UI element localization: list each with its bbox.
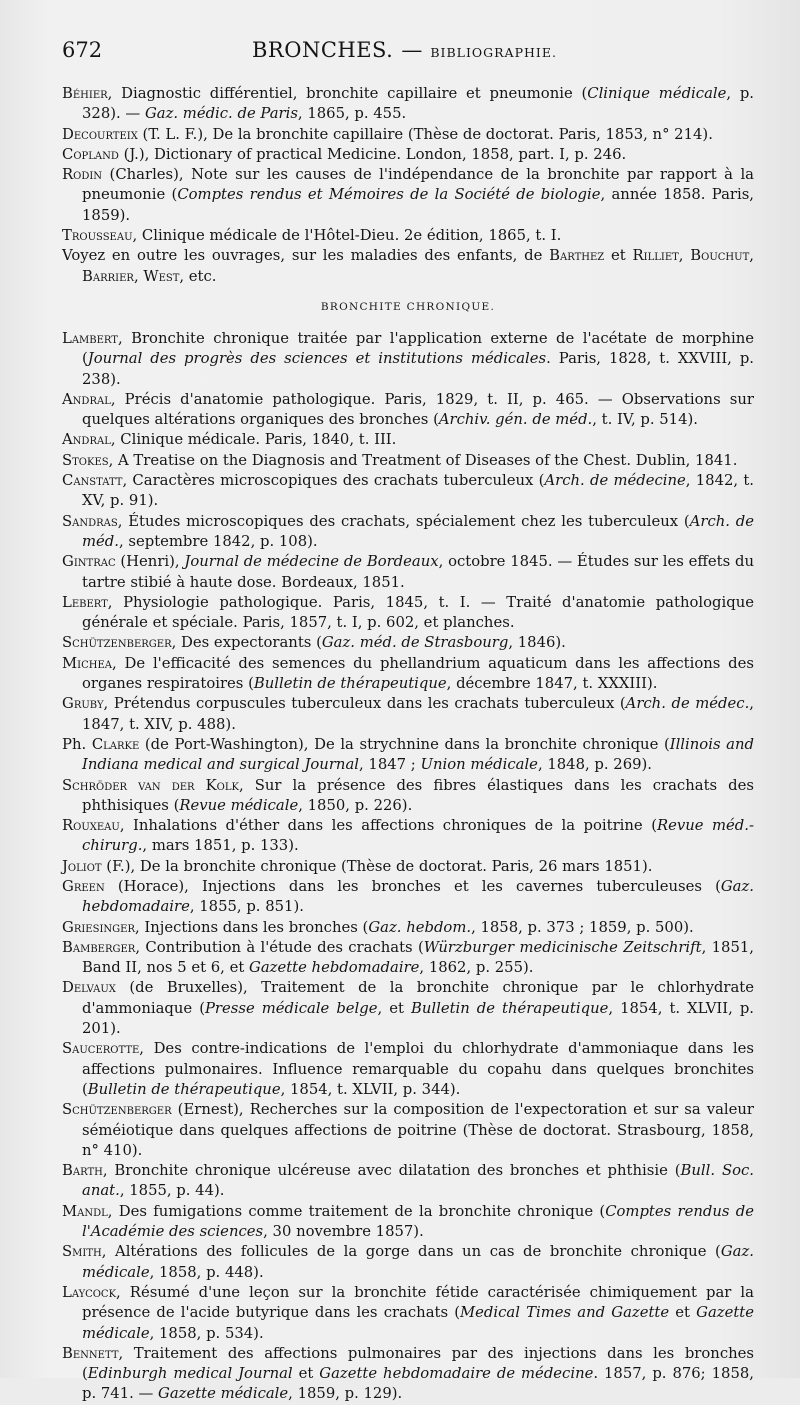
- entry-text: ,: [678, 247, 691, 265]
- entry-journal-title: Edinburgh medical Journal: [87, 1365, 293, 1383]
- entry-name: Barthez: [549, 247, 605, 265]
- entry-text: , 1858, p. 448).: [149, 1263, 264, 1281]
- entry-journal-title: Journal des progrès des sciences et institutions médicales: [87, 350, 547, 368]
- entry-text: , 1858, p. 534).: [149, 1324, 264, 1342]
- entry-text: (Horace), Injections dans les bronches et les cavernes tuberculeuses (: [104, 877, 721, 895]
- entry-text: , 1842, t. XV, p. 91).: [82, 472, 754, 510]
- entry-author: Trousseau,: [62, 227, 138, 245]
- entry-text: , 30 novembre 1857).: [263, 1223, 424, 1241]
- bibliography-entry: [62, 1161, 754, 1202]
- entry-author: Gruby,: [62, 695, 109, 713]
- entry-text: Inhalations d'éther dans les affections chroniques de la poitrine (: [124, 817, 657, 835]
- bibliography-entry: [62, 430, 754, 450]
- entry-text: (de Bruxelles), Traitement de la bronchite chronique par le chlorhydrate d'ammoniaque (: [82, 979, 754, 1017]
- entry-text: , 1859, p. 129).: [288, 1385, 403, 1403]
- entry-text: Résumé d'une leçon sur la bronchite fétide caractérisée chimiquement par la présence de l'acide butyrique dans les crachats (: [82, 1283, 754, 1322]
- entry-journal-title: Bulletin de thérapeutique: [410, 999, 609, 1017]
- entry-author: Andral,: [62, 431, 116, 449]
- entry-author: Andral,: [62, 390, 116, 408]
- entry-author: Mandl,: [62, 1202, 113, 1220]
- entry-journal-title: Gaz. hebdomadaire: [82, 877, 754, 916]
- entry-text: , 1862, p. 255).: [419, 959, 534, 977]
- entry-name: Bouchut: [690, 247, 750, 265]
- entry-text: A Treatise on the Diagnosis and Treatment of Diseases of the Chest. Dublin, 1841.: [113, 451, 738, 469]
- entry-text: , 1848, p. 269).: [537, 756, 653, 774]
- entry-text: Des fumigations comme traitement de la bronchite chronique (: [112, 1202, 606, 1220]
- running-header: [62, 38, 754, 74]
- entry-text: , octobre 1845. — Études sur les effets du tartre stibié à haute dose. Bordeaux, 1851.: [82, 553, 754, 591]
- entry-author: Decourteix: [62, 125, 138, 143]
- entry-author: Bamberger,: [62, 938, 141, 956]
- entry-text: (Henri),: [115, 553, 185, 571]
- entry-text: Altérations des follicules de la gorge dans un cas de bronchite chronique (: [106, 1243, 721, 1261]
- bibliography-entry: [62, 471, 754, 512]
- entry-text: et: [669, 1304, 697, 1322]
- entry-author: Schützenberger: [62, 1101, 172, 1119]
- entry-journal-title: Journal de médecine de Bordeaux: [184, 553, 439, 571]
- entry-name: Clarke: [91, 735, 140, 753]
- entry-text: et: [292, 1365, 320, 1383]
- entry-author: Saucerotte,: [62, 1040, 144, 1058]
- bibliography-entry: [62, 978, 754, 1039]
- entry-author: Green: [62, 877, 105, 895]
- entry-text: (Charles), Note sur les causes de l'indépendance de la bronchite par rapport à la pneumonie (: [82, 166, 754, 204]
- entry-journal-title: Revue médicale: [179, 796, 299, 814]
- running-subtitle: BIBLIOGRAPHIE.: [430, 45, 557, 60]
- entry-journal-title: Clinique médicale: [587, 85, 727, 102]
- entry-journal-title: Comptes rendus et Mémoires de la Société de biologie: [177, 186, 601, 204]
- entry-text: Caractères microscopiques des crachats tuberculeux (: [127, 472, 545, 490]
- bibliography-entry: [62, 145, 754, 165]
- bibliography-entry: [62, 84, 754, 125]
- bibliography-list-acute: [62, 84, 754, 287]
- entry-text: ,: [133, 267, 144, 285]
- entry-author: Gintrac: [62, 553, 116, 571]
- bibliography-entry: [62, 451, 754, 471]
- entry-text: , 1855, p. 851).: [189, 898, 304, 916]
- entry-journal-title: Bulletin de thérapeutique: [87, 1080, 281, 1098]
- bibliography-entry: [62, 1344, 754, 1405]
- entry-text: (J.), Dictionary of practical Medicine. London, 1858, part. I, p. 246.: [118, 145, 627, 163]
- entry-text: , 1847 ;: [359, 756, 421, 774]
- entry-author: Rodin: [62, 166, 103, 184]
- entry-text: Études microscopiques des crachats, spécialement chez les tuberculeux (: [122, 512, 690, 530]
- bibliography-entry: [62, 226, 754, 246]
- bibliography-entry: [62, 857, 754, 877]
- entry-journal-title: Würzburger medicinische Zeitschrift: [423, 938, 702, 956]
- bibliography-entry: [62, 735, 754, 776]
- bibliography-list-chronic: [62, 329, 754, 1405]
- page-number: 672: [62, 38, 103, 62]
- entry-text: , 1854, t. XLVII, p. 201).: [82, 999, 755, 1038]
- entry-text: Bronchite chronique traitée par l'application externe de l'acétate de morphine (: [82, 329, 754, 368]
- bibliography-entry: [62, 246, 754, 287]
- entry-text: Clinique médicale. Paris, 1840, t. III.: [115, 431, 397, 449]
- bibliography-entry: [62, 776, 754, 817]
- entry-author: Bennett,: [62, 1344, 124, 1362]
- entry-author: Delvaux: [62, 979, 116, 997]
- entry-text: , 1855, p. 44).: [119, 1182, 225, 1200]
- entry-text: Sur la présence des fibres élastiques dans les crachats des phthisiques (: [82, 776, 754, 814]
- entry-text: De l'efficacité des semences du phellandrium aquaticum dans les affections des organes respiratoires (: [82, 654, 754, 693]
- entry-text: , et: [377, 999, 411, 1017]
- entry-name: Barrier: [82, 267, 134, 285]
- entry-author: Joliot: [62, 857, 102, 875]
- entry-text: (de Port-Washington), De la strychnine dans la bronchite chronique (: [139, 735, 670, 753]
- entry-journal-title: Bulletin de thérapeutique: [253, 675, 447, 693]
- entry-author: Griesinger,: [62, 918, 140, 936]
- entry-journal-title: Gaz. médicale: [82, 1243, 754, 1281]
- entry-text: (T. L. F.), De la bronchite capillaire (Thèse de doctorat. Paris, 1853, n° 214).: [137, 125, 713, 143]
- entry-author: Smith,: [62, 1243, 107, 1261]
- entry-text: Traitement des affections pulmonaires par des injections dans les bronches (: [82, 1344, 754, 1383]
- entry-journal-title: Bull. Soc. anat.: [82, 1162, 754, 1200]
- header-separator: —: [401, 38, 423, 62]
- entry-text: , 1851, Band II, nos 5 et 6, et: [82, 938, 754, 977]
- bibliography-entry: [62, 633, 754, 653]
- bibliography-entry: [62, 1039, 754, 1100]
- bibliography-entry: [62, 877, 754, 918]
- entry-journal-title: Gaz. médic. de Paris: [144, 105, 298, 123]
- entry-text: Précis d'anatomie pathologique. Paris, 1829, t. II, p. 465. — Observations sur quelques altérations organiques des bronches (: [82, 390, 754, 429]
- entry-text: et: [604, 247, 633, 265]
- entry-journal-title: Comptes rendus de l'Académie des sciences: [82, 1202, 754, 1241]
- entry-name: West: [143, 267, 180, 285]
- entry-journal-title: Revue méd.-chirurg.: [82, 817, 754, 855]
- entry-text: Injections dans les bronches (: [139, 918, 369, 936]
- entry-author: Stokes,: [62, 451, 114, 469]
- entry-text: , 1854, t. XLVII, p. 344).: [280, 1080, 461, 1098]
- bibliography-entry: [62, 512, 754, 553]
- entry-journal-title: Arch. de médecine: [544, 472, 686, 490]
- entry-author: Michea,: [62, 654, 117, 672]
- entry-text: , p. 328). —: [82, 85, 755, 123]
- bibliography-entry: [62, 125, 754, 145]
- entry-text: . Paris, 1828, t. XXVIII, p. 238).: [82, 350, 754, 388]
- entry-text: Des contre-indications de l'emploi du chlorhydrate d'ammoniaque dans les affections pulmonaires. Influence remarquable du copahu dans quelques bronchites (: [82, 1040, 754, 1098]
- entry-author: Barth,: [62, 1162, 108, 1180]
- entry-text: Physiologie pathologique. Paris, 1845, t. I. — Traité d'anatomie pathologique générale et spéciale. Paris, 1857, t. I, p. 602, et planches.: [82, 593, 754, 632]
- bibliography-entry: [62, 1283, 754, 1344]
- entry-journal-title: Medical Times and Gazette: [460, 1304, 670, 1322]
- bibliography-entry: [62, 390, 754, 431]
- entry-text: , 1846).: [508, 634, 566, 652]
- entry-text: Clinique médicale de l'Hôtel-Dieu. 2e édition, 1865, t. I.: [137, 227, 562, 245]
- entry-journal-title: Gazette hebdomadaire: [249, 959, 420, 977]
- entry-journal-title: Gaz. hebdom.: [368, 918, 472, 936]
- bibliography-entry: [62, 165, 754, 226]
- entry-text: , 1847, t. XIV, p. 488).: [82, 695, 754, 733]
- entry-journal-title: Gazette médicale: [82, 1304, 754, 1342]
- entry-author: Schützenberger,: [62, 634, 177, 652]
- entry-text: (F.), De la bronchite chronique (Thèse de doctorat. Paris, 26 mars 1851).: [101, 857, 653, 875]
- entry-journal-title: Archiv. gén. de méd.: [438, 411, 593, 429]
- entry-text: (Ernest), Recherches sur la composition de l'expectoration et sur sa valeur séméiotique dans quelques affections de poitrine (Thèse de doctorat. Strasbourg, 1858, n° 410).: [82, 1101, 754, 1159]
- entry-author: Schröder van der Kolk,: [62, 776, 244, 794]
- entry-author: Lebert,: [62, 593, 113, 611]
- entry-text: ,: [749, 247, 754, 265]
- entry-journal-title: Gazette médicale: [158, 1385, 289, 1403]
- entry-text: , 1865, p. 455.: [297, 105, 407, 123]
- bibliography-entry: [62, 694, 754, 735]
- entry-text: Diagnostic différentiel, bronchite capillaire et pneumonie (: [112, 85, 588, 102]
- entry-journal-title: Union médicale: [420, 756, 538, 774]
- entry-name: Rilliet: [632, 247, 679, 265]
- entry-journal-title: Arch. de médec.: [625, 695, 750, 713]
- entry-text: Ph.: [62, 735, 92, 753]
- entry-text: , décembre 1847, t. XXXIII).: [446, 675, 658, 693]
- bibliography-entry: [62, 654, 754, 695]
- bibliography-entry: [62, 1242, 754, 1283]
- entry-journal-title: Presse médicale belge: [204, 999, 378, 1017]
- entry-author: Copland: [62, 145, 119, 163]
- entry-text: . 1857, p. 876; 1858, p. 741. —: [82, 1365, 754, 1403]
- entry-author: Canstatt,: [62, 472, 128, 490]
- entry-text: , 1858, p. 373 ; 1859, p. 500).: [471, 918, 694, 936]
- entry-author: Béhier,: [62, 85, 113, 102]
- running-title: BRONCHES.: [252, 38, 394, 62]
- entry-journal-title: Gazette hebdomadaire de médecine: [319, 1365, 594, 1383]
- bibliography-entry: [62, 1202, 754, 1243]
- entry-text: , t. IV, p. 514).: [592, 411, 698, 429]
- bibliography-entry: [62, 593, 754, 634]
- bibliography-entry: [62, 918, 754, 938]
- entry-journal-title: Arch. de méd.: [82, 512, 755, 550]
- bibliography-entry: [62, 552, 754, 593]
- section-heading: BRONCHITE CHRONIQUE.: [320, 300, 496, 313]
- entry-text: Des expectorants (: [176, 634, 322, 652]
- bibliography-entry: [62, 329, 754, 390]
- entry-text: , etc.: [179, 267, 217, 285]
- entry-text: , année 1858. Paris, 1859).: [82, 186, 754, 224]
- entry-journal-title: Illinois and Indiana medical and surgical Journal: [82, 735, 754, 774]
- entry-journal-title: Gaz. méd. de Strasbourg: [321, 634, 509, 652]
- entry-text: Prétendus corpuscules tuberculeux dans les crachats tuberculeux (: [108, 695, 626, 713]
- bibliography-entry: [62, 816, 754, 857]
- entry-text: Contribution à l'étude des crachats (: [140, 938, 424, 956]
- entry-text: , mars 1851, p. 133).: [142, 837, 299, 855]
- entry-author: Rouxeau,: [62, 817, 125, 835]
- entry-author: Laycock,: [62, 1283, 121, 1301]
- entry-author: Sandras,: [62, 512, 123, 530]
- entry-text: Voyez en outre les ouvrages, sur les maladies des enfants, de: [62, 247, 550, 265]
- entry-text: , septembre 1842, p. 108).: [118, 532, 318, 550]
- entry-text: Bronchite chronique ulcéreuse avec dilatation des bronches et phthisie (: [107, 1162, 681, 1180]
- entry-text: , 1850, p. 226).: [298, 796, 413, 814]
- bibliography-entry: [62, 938, 754, 979]
- bibliography-entry: [62, 1100, 754, 1161]
- entry-author: Lambert,: [62, 329, 123, 347]
